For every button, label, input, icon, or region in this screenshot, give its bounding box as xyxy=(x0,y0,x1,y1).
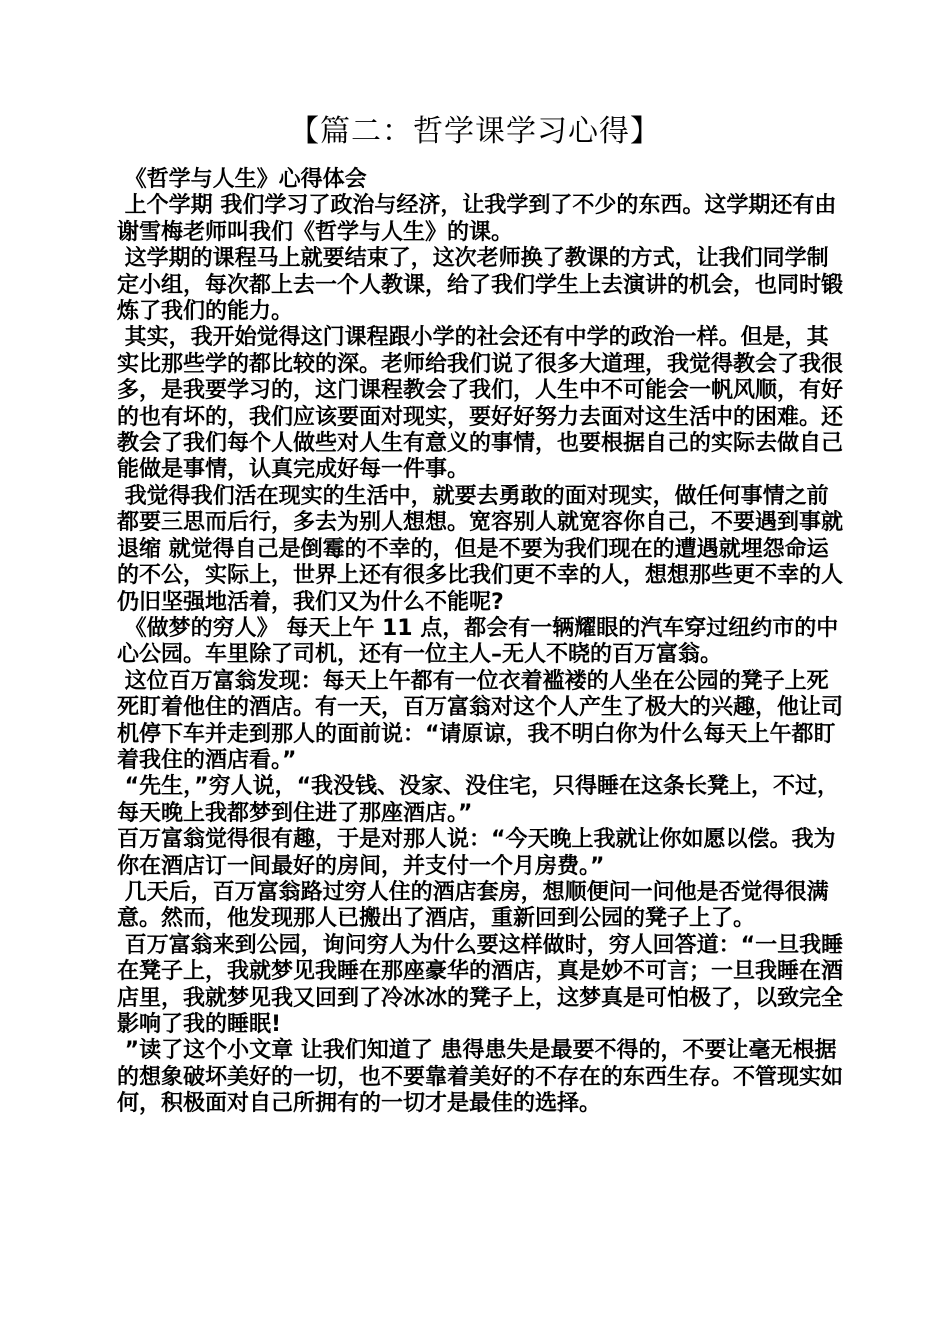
paragraph: 《做梦的穷人》 每天上午 11 点，都会有一辆耀眼的汽车穿过纽约市的中心公园。车里除了司机，还有一位主人–无人不晓的百万富翁。 xyxy=(117,615,839,668)
paragraph: 这位百万富翁发现：每天上午都有一位衣着褴褛的人坐在公园的凳子上死死盯着他住的酒店。有一天，百万富翁对这个人产生了极大的兴趣，他让司机停下车并走到那人的面前说：“请原谅，我不明白你为什么每天上午都盯着我住的酒店看。” xyxy=(117,668,844,773)
paragraph: 我觉得我们活在现实的生活中，就要去勇敢的面对现实，做任何事情之前都要三思而后行，多去为别人想想。宽容别人就宽容你自己，不要遇到事就退缩 就觉得自己是倒霉的不幸的，但是不要为我们现在的遭遇就埋怨命运的不公，实际上，世界上还有很多比我们更不幸的人，想想那些更不幸的人仍旧坚强地活着，我们又为什么不能呢? xyxy=(117,483,844,615)
document-title: 【篇二：哲学课学习心得】 xyxy=(289,114,661,149)
paragraph: 几天后，百万富翁路过穷人住的酒店套房，想顺便问一问他是否觉得很满意。然而，他发现那人已搬出了酒店，重新回到公园的凳子上了。 xyxy=(117,879,829,932)
paragraph: 百万富翁来到公园，询问穷人为什么要这样做时，穷人回答道：“一旦我睡在凳子上，我就梦见我睡在那座豪华的酒店，真是妙不可言；一旦我睡在酒店里，我就梦见我又回到了冷冰冰的凳子上，这梦真是可怕极了，以致完全影响了我的睡眠! xyxy=(117,932,844,1037)
paragraph-heading: 《哲学与人生》心得体会 xyxy=(117,167,367,192)
paragraph: 百万富翁觉得很有趣，于是对那人说：“今天晚上我就让你如愿以偿。我为你在酒店订一间最好的房间，并支付一个月房费。” xyxy=(117,827,836,879)
paragraph: “先生，”穷人说，“我没钱、没家、没住宅，只得睡在这条长凳上，不过，每天晚上我都梦到住进了那座酒店。” xyxy=(117,774,840,826)
document-body xyxy=(117,167,847,1118)
paragraph: 上个学期 我们学习了政治与经济，让我学到了不少的东西。这学期还有由谢雪梅老师叫我们《哲学与人生》的课。 xyxy=(117,193,837,245)
paragraph: 其实，我开始觉得这门课程跟小学的社会还有中学的政治一样。但是，其实比那些学的都比较的深。老师给我们说了很多大道理，我觉得教会了我很多，是我要学习的，这门课程教会了我们，人生中不可能会一帆风顺，有好的也有坏的，我们应该要面对现实，要好好努力去面对这生活中的困难。还教会了我们每个人做些对人生有意义的事情，也要根据自己的实际去做自己能做是事情，认真完成好每一件事。 xyxy=(117,325,844,483)
paragraph: 这学期的课程马上就要结束了，这次老师换了教课的方式，让我们同学制定小组，每次都上去一个人教课，给了我们学生上去演讲的机会，也同时锻炼了我们的能力。 xyxy=(117,246,844,325)
paragraph: ”读了这个小文章 让我们知道了 患得患失是最要不得的，不要让毫无根据的想象破坏美好的一切，也不要靠着美好的不存在的东西生存。不管现实如何，积极面对自己所拥有的一切才是最佳的选择。 xyxy=(117,1038,844,1117)
